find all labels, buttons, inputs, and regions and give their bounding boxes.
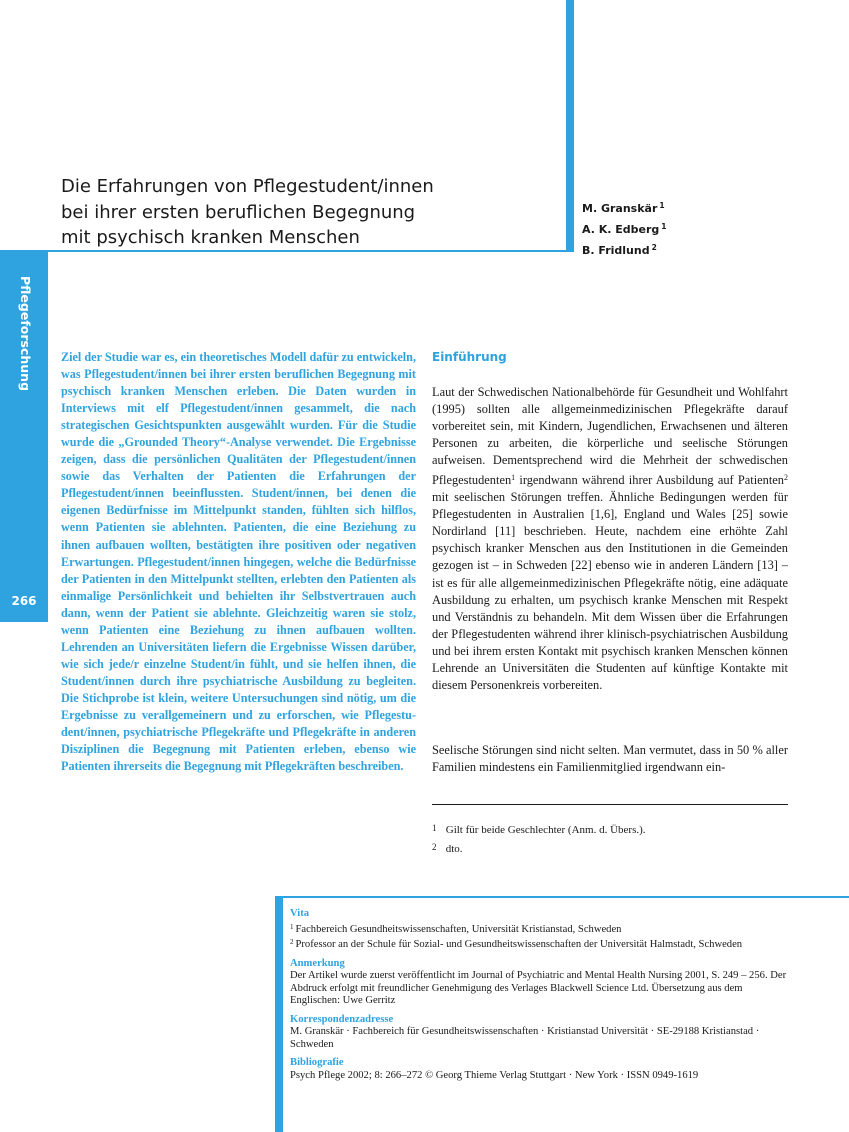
introduction-paragraph: Laut der Schwedischen Nationalbehörde für Gesundheit und Wohlfahrt (1995) sollten alle allgemeinmedizinischen Pflegekräfte darauf vorbereitet sein, mit Kindern, Jugendlichen, Erwachsenen und älteren Personen zu arbeiten, die körperliche und seelische Störungen aufweisen. Dementsprechend wird die Mehrheit der schwedischen Pflegestudenten$^1$ irgendwann während ihrer Ausbildung auf Patienten$^2$ mit seelischen Störungen treffen. Ähnliche Bedingungen werden für Pflegestudenten in Australien [1,6], England und Wales [25] sowie Nordirland [11] beschrieben. Heute, nachdem eine erhöhte Zahl psychisch kranker Menschen aus den Institutionen in die Gemeinden gezogen ist – in Schweden [22] ebenso wie in anderen Ländern [13] – ist es für alle allgemeinmedizinischen Pflegekräfte nötig, eine adäquate Ausbildung zu erhalten, um psychisch kranke Menschen mit Respekt und Verständnis zu behandeln. Mit dem Wissen über die Erfahrungen der Pflegestudenten während ihrer klinisch-psychiatrischen Ausbildung und bei ihrem ersten Kontakt mit psychisch kranken Menschen können Lehrende an Universitäten die Studenten auf künftige Kontakte mit diesem Personenkreis vorbereiten. [432, 385, 788, 692]
affiliation: $^2$ Professor an der Schule für Sozial- und Gesundheitswissenschaften der Universität Halmstadt, Schweden [290, 938, 743, 950]
vita-section [290, 908, 790, 952]
author: A. K. Edberg $^1$ [582, 222, 667, 236]
note-heading: Anmerkung [290, 957, 345, 969]
author: B. Fridlund $^2$ [582, 243, 657, 257]
info-box-bar [275, 897, 283, 1132]
footnote: 1 Gilt für beide Geschlechter (Anm. d. Übers.). [432, 823, 646, 836]
info-box-rule [275, 896, 849, 898]
page-number: 266 [11, 594, 37, 608]
section-label: Pflegeforschung [18, 276, 33, 392]
footnote: 2 dto. [432, 842, 463, 855]
footnote-ref: 1 [511, 473, 516, 483]
footnote-divider [432, 804, 788, 805]
title-line: mit psychisch kranken Menschen [61, 227, 360, 248]
bibliography-heading: Bibliografie [290, 1057, 344, 1068]
top-accent-bar [566, 0, 574, 252]
author: M. Granskär $^1$ [582, 201, 665, 215]
note-section [290, 958, 790, 1008]
contact-section [290, 1014, 790, 1052]
introduction-paragraph: Seelische Störungen sind nicht selten. Man vermutet, dass in 50 % aller Familien mindestens ein Familienmitglied irgendwann ein- [432, 743, 788, 775]
affiliation: $^1$ Fachbereich Gesundheitswissenschaften, Universität Kristianstad, Schweden [290, 922, 622, 935]
abstract: Ziel der Studie war es, ein theoretisches Modell dafür zu entwickeln, was Pflegestudent/innen bei ihrer ersten beruflichen Begegnung mit psychisch kranken Menschen erleben. Die Daten wurden in Interviews mit elf Pflegestudent/innen gesammelt, die nach strategischen Gesichtspunkten ausgewählt wurden. Für die Studie wurde die „Grounded Theory“-Analyse verwendet. Die Ergebnisse zeigen, dass die persönlichen Qualitäten der Pflegestudent/innen sowie das Verhalten der Patienten die Erfahrungen der Pflegestudent/innen beeinflussten. Student/innen, bei denen die eigenen Bedürfnisse im Mittelpunkt standen, fühlten sich hilflos, wenn Patienten sie ablehnten. Patienten, die eine Beziehung zu ihnen aufbauen wollten, bestätigten ihre positiven oder negativen Erwartungen. Pflegestudent/innen hingegen, welche die Bedürfnisse der Patienten in den Mittelpunkt stellten, erlebten den Patienten als einmalige Persönlichkeit und behielten ihr Selbstvertrauen auch dann, wenn der Patient sie ablehnte. Gleichzeitig waren sie stolz, wenn Patienten eine Beziehung zu ihnen aufbauen wollten. Lehrenden an Universitäten liefern die Ergebnisse Wissen darüber, wie sich jede/r einzelne Student/in fühlt, und sie helfen ihnen, die Student/innen durch ihre psychiatrische Ausbildung zu begleiten. Die Stichprobe ist klein, weitere Untersuchungen sind nötig, um die Ergebnisse zu verallgemeinern und zu erforschen, wie Pflegestudent/innen, psychiatrische Pflegekräfte und Pflegekräfte in anderen Disziplinen die Begegnung mit Patienten erleben, ebenso wie Patienten ihrerseits die Begegnung mit Pflegekräften beschreiben. [61, 350, 416, 774]
note-text: Der Artikel wurde zuerst veröffentlicht im Journal of Psychiatric and Mental Health Nursing 2001, S. 249 – 256. Der Abdruck erfolgt mit freundlicher Genehmigung des Verlages Blackwell Science Ltd. Übersetzung aus dem Englischen: Uwe Gerritz [290, 970, 787, 1006]
contact-heading: Korrespondenzadresse [290, 1013, 394, 1025]
contact-text: M. Granskär · Fachbereich für Gesundheitswissenschaften · Kristianstad Universität · SE-29188 Kristianstad · Schweden [290, 1026, 760, 1050]
footnote-ref: 2 [784, 473, 788, 483]
title-line: Die Erfahrungen von Pflegestudent/innen [61, 176, 434, 197]
title-line: bei ihrer ersten beruflichen Begegnung [61, 201, 416, 223]
vita-heading: Vita [290, 908, 310, 919]
article-title [61, 174, 461, 251]
author-list [582, 197, 667, 260]
info-box [290, 908, 790, 1088]
bibliography-section [290, 1057, 790, 1082]
introduction-heading: Einführung [432, 350, 507, 364]
footnotes [432, 820, 646, 858]
bibliography-text: Psych Pflege 2002; 8: 266–272 © Georg Thieme Verlag Stuttgart · New York · ISSN 0949-1619 [290, 1069, 699, 1081]
